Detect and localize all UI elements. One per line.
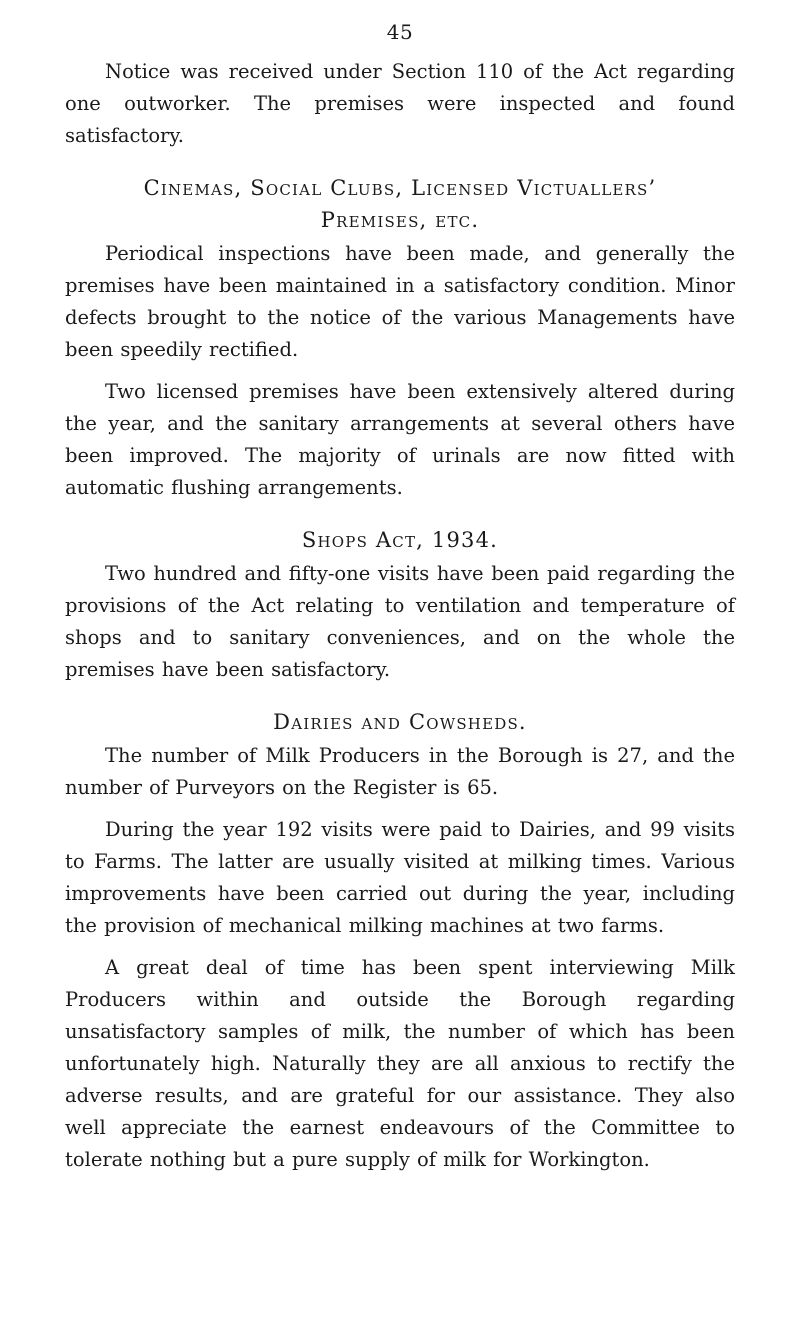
page-body <box>65 56 735 1176</box>
paragraph-periodical-inspections: Periodical inspections have been made, and generally the premises have been maintained in a satisfactory condition. Minor defects brought to the notice of the various Managements have been speedily rectified. <box>65 242 735 361</box>
page-number: 45 <box>386 20 414 44</box>
paragraph-milk-producers-count: The number of Milk Producers in the Borough is 27, and the number of Purveyors on the Register is 65. <box>65 744 735 799</box>
intro-paragraph: Notice was received under Section 110 of the Act regarding one outworker. The premises were inspected and found satisfactory. <box>65 60 735 147</box>
paragraph-dairy-visits: During the year 192 visits were paid to Dairies, and 99 visits to Farms. The latter are usually visited at milking times. Various improvements have been carried out during the year, including the provision of mechanical milking machines at two farms. <box>65 818 735 937</box>
section-heading-cinemas: Cinemas, Social Clubs, Licensed Victuallers’ Premises, etc. <box>143 176 657 232</box>
paragraph-shops-visits: Two hundred and fifty-one visits have been paid regarding the provisions of the Act relating to ventilation and temperature of shops and to sanitary conveniences, and on the whole the premises have been satisfactory. <box>65 562 735 681</box>
section-heading-shops-act: Shops Act, 1934. <box>301 528 499 552</box>
paragraph-interviews: A great deal of time has been spent interviewing Milk Producers within and outside the Borough regarding unsatisfactory samples of milk, the number of which has been unfortunately high. Naturally they are all anxious to rectify the adverse results, and are grateful for our assistance. They also well appreciate the earnest endeavours of the Committee to tolerate nothing but a pure supply of milk for Workington. <box>65 956 735 1171</box>
paragraph-licensed-premises: Two licensed premises have been extensively altered during the year, and the sanitary arrangements at several others have been improved. The majority of urinals are now fitted with automatic flushing arrangements. <box>65 380 735 499</box>
section-heading-dairies: Dairies and Cowsheds. <box>273 710 527 734</box>
